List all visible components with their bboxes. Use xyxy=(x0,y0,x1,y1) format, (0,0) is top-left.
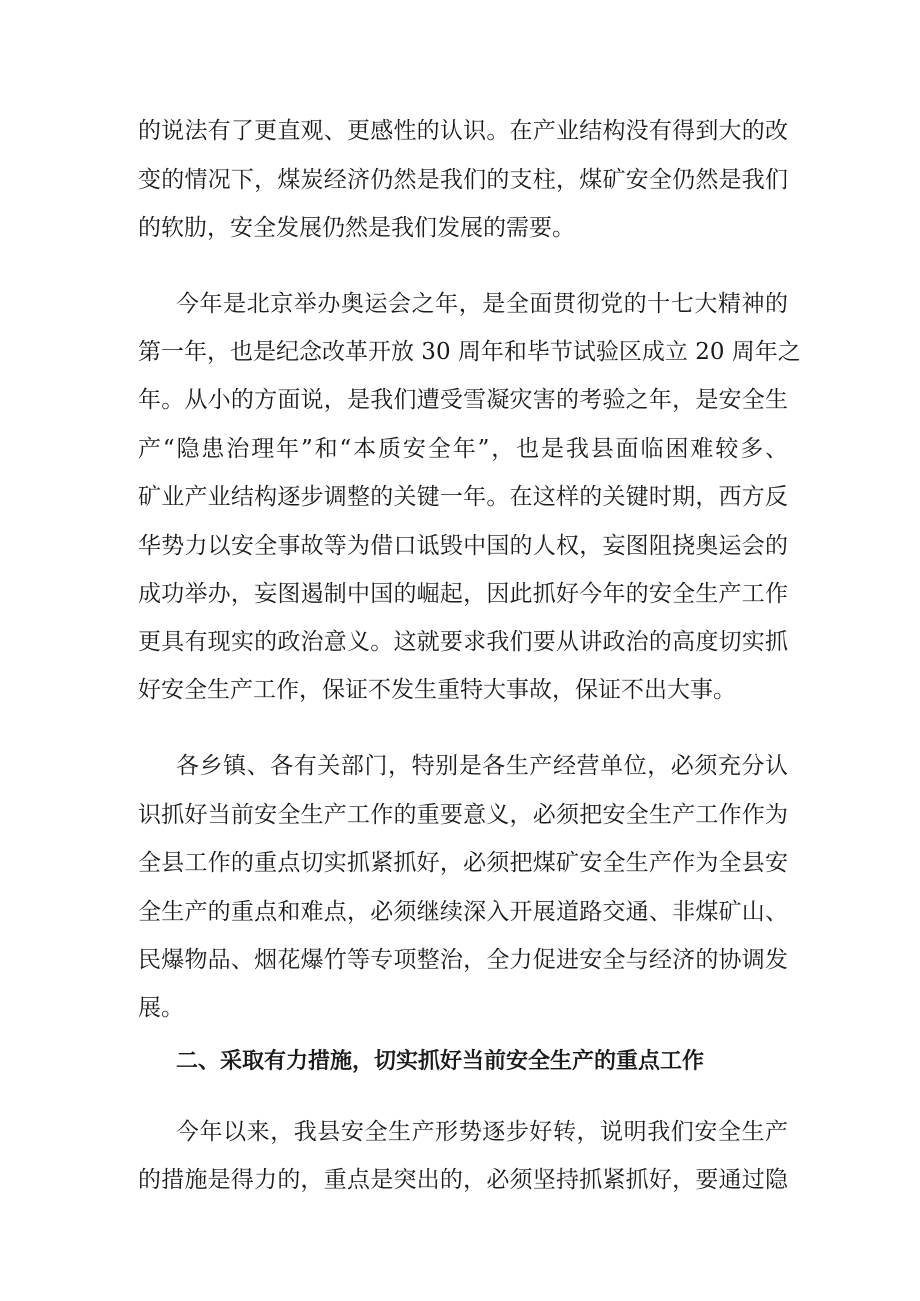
paragraph-2-line-5: 矿业产业结构逐步调整的关键一年。在这样的关键时期，西方反 xyxy=(138,484,788,510)
section-heading: 二、采取有力措施，切实抓好当前安全生产的重点工作 xyxy=(176,1048,705,1074)
paragraph-2-line-2: 第一年，也是纪念改革开放 30 周年和毕节试验区成立 20 周年之 xyxy=(138,339,801,365)
paragraph-3-line-2: 识抓好当前安全生产工作的重要意义，必须把安全生产工作作为 xyxy=(138,802,788,828)
paragraph-1-line-3: 的软肋，安全发展仍然是我们发展的需要。 xyxy=(138,215,575,241)
paragraph-1-line-2: 变的情况下，煤炭经济仍然是我们的支柱，煤矿安全仍然是我们 xyxy=(138,167,788,193)
paragraph-2-line-6: 华势力以安全事故等为借口诋毁中国的人权，妄图阻挠奥运会的 xyxy=(138,533,788,559)
paragraph-2-line-9: 好安全生产工作，保证不发生重特大事故，保证不出大事。 xyxy=(138,677,736,703)
paragraph-3-line-6: 展。 xyxy=(138,995,184,1021)
paragraph-3-line-1: 各乡镇、各有关部门，特别是各生产经营单位，必须充分认 xyxy=(176,753,788,779)
paragraph-2-line-3: 年。从小的方面说，是我们遭受雪凝灾害的考验之年，是安全生 xyxy=(138,387,788,413)
paragraph-1-line-1: 的说法有了更直观、更感性的认识。在产业结构没有得到大的改 xyxy=(138,118,788,144)
paragraph-4-line-2: 的措施是得力的，重点是突出的，必须坚持抓紧抓好，要通过隐 xyxy=(138,1167,788,1193)
paragraph-2-line-8: 更具有现实的政治意义。这就要求我们要从讲政治的高度切实抓 xyxy=(138,629,788,655)
paragraph-3-line-4: 全生产的重点和难点，必须继续深入开展道路交通、非煤矿山、 xyxy=(138,899,788,925)
paragraph-3-line-5: 民爆物品、烟花爆竹等专项整治，全力促进安全与经济的协调发 xyxy=(138,947,788,973)
paragraph-2-line-4: 产“隐患治理年”和“本质安全年”，也是我县面临困难较多、 xyxy=(138,436,788,462)
paragraph-2-line-1: 今年是北京举办奥运会之年，是全面贯彻党的十七大精神的 xyxy=(176,291,788,317)
paragraph-2-line-7: 成功举办，妄图遏制中国的崛起，因此抓好今年的安全生产工作 xyxy=(138,581,788,607)
paragraph-4-line-1: 今年以来，我县安全生产形势逐步好转，说明我们安全生产 xyxy=(176,1119,788,1145)
paragraph-3-line-3: 全县工作的重点切实抓紧抓好，必须把煤矿安全生产作为全县安 xyxy=(138,850,788,876)
